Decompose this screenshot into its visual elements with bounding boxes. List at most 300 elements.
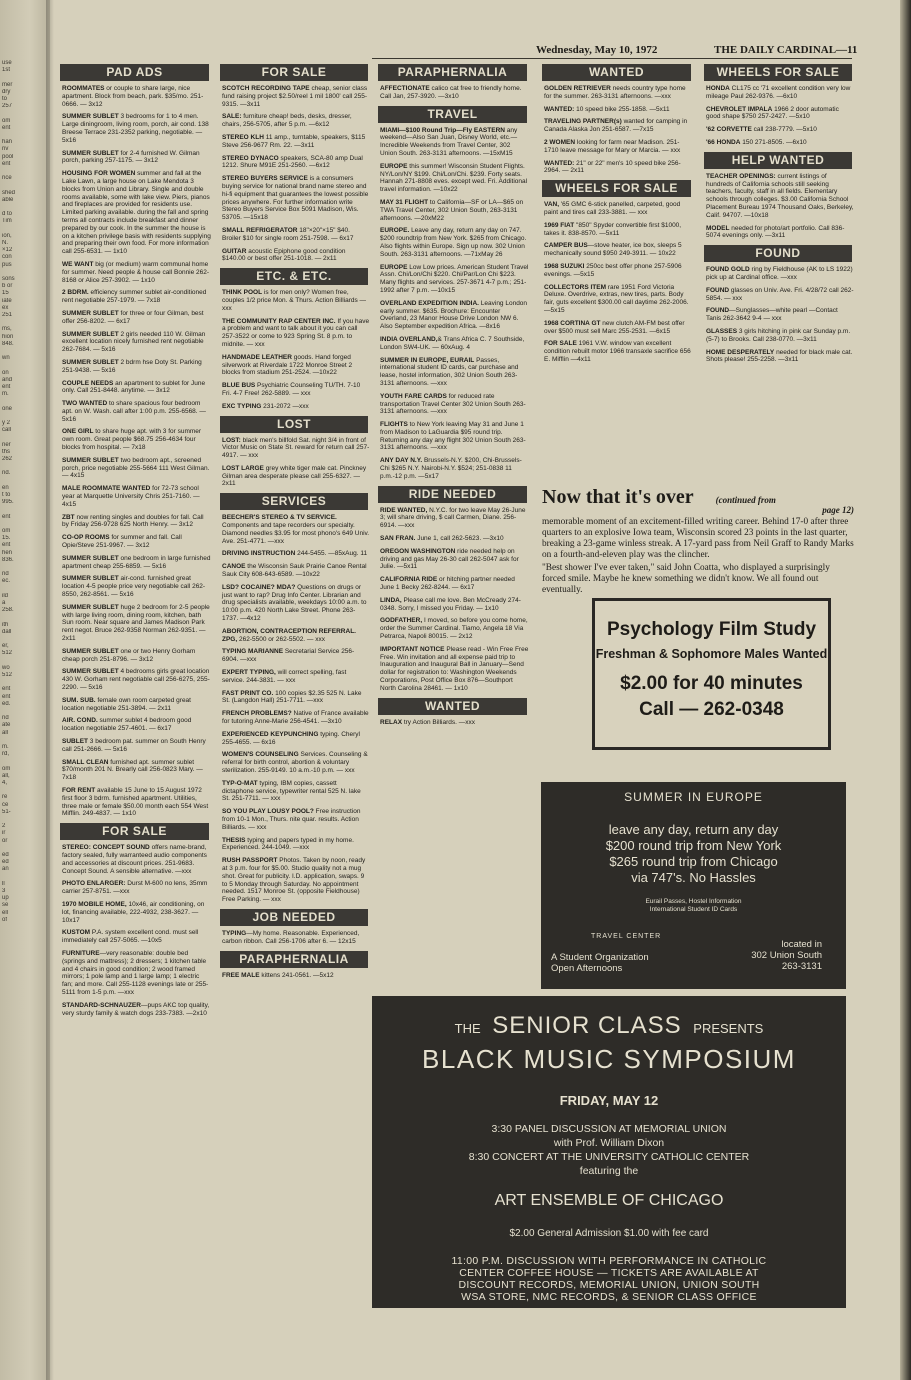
ad-body: Questions on drugs or just want to rap? Drug Info Center. Librarian and drug specialists available, weekdays 10:00 a.m. to 10:00 p.m. 420 North Lake Street. Phone 263-1737. —4x12 [222, 583, 367, 623]
story-continued-note: (continued from [715, 495, 776, 505]
ad-lead: FOR RENT [62, 786, 96, 794]
section-heading: PAD ADS [60, 64, 209, 81]
classified-ad [706, 139, 854, 147]
masthead-rule [372, 58, 852, 59]
gutter-text-fragment: re [2, 794, 8, 801]
ad-body: 100 copies $2.35 525 N. Lake St. (Langdon Hall) 251-7711. —xxx [222, 689, 362, 705]
ad-body: 10x46, air conditioning, on lot, financing available, 222-4932, 238-3627. — 10x17 [62, 900, 205, 924]
gutter-text-fragment: a [2, 600, 6, 606]
ad-lead: GOLDEN RETRIEVER [544, 85, 611, 92]
gutter-text-fragment: hen [2, 549, 13, 556]
gutter-text-fragment: ell [2, 909, 9, 916]
ad-body: typing, IBM copies, cassett dictaphone service, typewriter rental 525 N. lake St. 251-7711. — xxx [222, 779, 361, 803]
europe-ad-line: leave any day, return any day [608, 822, 779, 837]
ad-body: & Trans Africa C. 7 Southside, London SW4-UK. — 60xAug. 4 [380, 335, 525, 351]
section-heading: WHEELS FOR SALE [542, 180, 691, 197]
ad-lead: MALE ROOMMATE WANTED [62, 485, 151, 493]
ad-lead: HANDMADE LEATHER [222, 353, 292, 361]
gutter-text-fragment: ner [2, 441, 11, 448]
ad-body: 10 speed bike 255-1858. —5x11 [574, 105, 670, 113]
section-heading: ETC. & ETC. [220, 268, 368, 285]
symposium-ensemble: ART ENSEMBLE OF CHICAGO [494, 1192, 724, 1209]
ad-body: needed for photo/art portfolio. Call 836-5074 evenings only. —3x11 [706, 224, 845, 240]
psych-ad-phone: Call — 262-0348 [639, 699, 784, 720]
classified-ad [380, 227, 529, 258]
gutter-text-fragment: t to [2, 492, 11, 498]
ad-body: cheap, senior class fund raising project $2.50/reel 1 mil 1800' call 255-9315. —3x11 [222, 85, 368, 108]
europe-ad-title: SUMMER IN EUROPE [624, 790, 763, 804]
ad-body: offers name-brand, factory sealed, fully warranteed audio components and accessories at discount prices. 251-9683. Concept Sound. A sensible alternative. —xxx [62, 844, 207, 875]
ad-lead: WANTED: [544, 159, 575, 167]
classified-ad [380, 85, 529, 101]
ad-lead: FOUND [706, 307, 730, 315]
ad-body: efficiency summer sublet air-conditioned rent negotiable 257-1979. — 7x18 [62, 289, 207, 305]
ad-body: to New York leaving May 31 and June 1 from Madison to LaGuardia $95 round trip. Returning any day any flight 302 Union South 263-3131 afternoons. —xxx [380, 421, 526, 452]
ad-body: June 1, call 262-5623. —3x10 [415, 535, 504, 543]
gutter-text-fragment: of [2, 916, 8, 923]
ad-body: Please read - Win Free Free Free. Win invitation and all expense paid trip to Inauguration and Inaugural Ball in January—Send dollar for registration to: Washington Weekends Corporations, Post Office Box 876—Southport North Carolina 28461. — 1x10 [380, 645, 529, 692]
ad-lead: 2 BDRM. [62, 289, 89, 297]
classified-ad [544, 106, 693, 114]
ad-lead: SMALL REFRIGERATOR [222, 226, 298, 234]
ad-body: 262-5500 or 262-5502. — xxx [237, 635, 325, 643]
ad-body: "850" Spyder convertible first $1000, takes it. 838-8570. —5x11 [544, 221, 682, 237]
classified-ad [222, 837, 370, 853]
classified-ad [544, 340, 693, 363]
classified-ad [706, 85, 854, 101]
symposium-footer [372, 1255, 846, 1303]
ad-lead: SUMMER SUBLET [62, 113, 119, 121]
ad-lead: SUMMER IN EUROPE, EURAIL [380, 356, 475, 364]
ad-body: furniture cheap! beds, desks, dresser, chairs, 256-5705, after 5 p.m. —6x12 [222, 113, 352, 129]
ad-body: typing. Cheryl 255-4655. — 6x16 [222, 730, 360, 746]
ad-lead: RIDE WANTED, [380, 506, 428, 514]
page-right-edge [900, 0, 911, 1380]
ad-body: two bedroom apt., screened porch, price negotiable 255-5664 111 West Gilman. — 4x15 [62, 456, 210, 480]
ad-body: 21" or 22" men's 10 speed bike 256-2964. — 2x11 [544, 159, 681, 175]
ad-lead: STANDARD-SCHNAUZER [62, 1001, 141, 1009]
classified-ad [222, 113, 370, 129]
ad-body: Leave any day, return any day on 747. $200 roundtrip from New York. $265 from Chicago. Also flights within Europe. Sign up now. 302 Union South. 263-3131 afternoons. —71xMay 26 [380, 227, 527, 258]
ad-body: any weekend—Also San Juan, Disney World, etc.—Incredible Weekends from Travel Center, 302 Union South. 263-3131 afternoons. —15xM15 [380, 126, 518, 157]
gutter-text-fragment: m. [2, 744, 9, 750]
section-heading: JOB NEEDED [220, 909, 368, 926]
ad-body: —My home. Reasonable. Experienced, carbon ribbon. Call 256-1706 after 6. — 12x15 [222, 929, 360, 945]
ad-lead: ABORTION, CONTRACEPTION REFERRAL. ZPG, [222, 627, 356, 643]
symposium-senior-class: SENIOR CLASS [492, 1012, 682, 1039]
classified-ad [62, 150, 211, 166]
ad-lead: EXPERIENCED KEYPUNCHING [222, 730, 319, 738]
ad-lead: INDIA OVERLAND, [380, 335, 438, 343]
schedule-line: 8:30 CONCERT AT THE UNIVERSITY CATHOLIC CENTER [468, 1151, 750, 1163]
classified-ad [62, 380, 211, 396]
ad-lead: GLASSES [706, 327, 738, 335]
classified-ad [62, 85, 211, 108]
gutter-text-fragment: con [2, 254, 12, 261]
ad-lead: SMALL CLEAN [62, 758, 109, 766]
classified-ad [380, 507, 529, 530]
ad-body: is a consumers buying service for national brand name stereo and hi-fi equipment that guarantees the lowest possible prices anywhere. For further information write Stereo Buyers Service Box 5091 Madison, Wis. 53705. —15x18 [222, 175, 369, 222]
ad-body: black men's billfold Sat. night 3/4 in front of Victor Music on State St. reward for return call 257-4917. — xxx [222, 436, 370, 460]
ad-body: for three or four Gilman, best offer 256-8202. — 6x17 [62, 309, 204, 325]
classified-ad [380, 535, 529, 543]
gutter-text-fragment: ent [2, 160, 11, 167]
ad-lead: LOST LARGE [222, 464, 264, 472]
ad-body: summer and fall at the Lake Lawn, a large house on Lake Mendota 3 blocks from Union and Library. Single and double rooms available, some with lake view. Piers, pianos and fireplaces are provided for residents use. Limited parking available. during the fall and spring terms all contracts include breakfast and dinner prepared by our cook. In the summer the house is on a kitchen privilege basis with residents supplying and preparing their own food. For more information call 255-6531. — 1x10 [62, 170, 211, 256]
ad-lead: GUITAR [222, 247, 247, 255]
gutter-text-fragment: ir [2, 830, 6, 837]
ad-body: ride needed help on driving and gas May 26-30 call 262-5047 ask for Julie. —5x11 [380, 547, 519, 571]
ad-body: Leaving London early summer. $635. Brochure: Encounter Overland, 23 Manor House Drive London NW 6. Also September expedition Africa. —8x16 [380, 299, 528, 331]
ad-body: typing and papers typed in my home. Experienced. 244-1049. —xxx [222, 836, 354, 852]
ad-lead: AFFECTIONATE [380, 85, 430, 92]
classified-ad [380, 264, 529, 295]
ad-lead: ROOMMATES [62, 85, 105, 92]
classified-ad [544, 139, 693, 155]
classified-ad [222, 648, 370, 664]
gutter-text-fragment: 848. [2, 340, 14, 347]
ad-lead: FLIGHTS [380, 421, 408, 429]
classified-column-1 [58, 62, 211, 1022]
classified-ad [222, 382, 370, 398]
ad-lead: ANY DAY N.Y. [380, 457, 423, 465]
classified-ad [544, 201, 693, 217]
ad-body: for summer and fall. Call Opie/Steve 251-9967. — 3x12 [62, 534, 182, 550]
ad-lead: PHOTO ENLARGER: [62, 880, 126, 888]
classified-ad [62, 738, 211, 754]
ad-lead: ONE GIRL [62, 428, 94, 436]
classified-ad [62, 575, 211, 598]
ad-lead: STEREO KLH [222, 133, 264, 141]
section-heading: WANTED [378, 698, 527, 715]
ad-lead: FURNITURE [62, 949, 100, 957]
psychology-film-study-ad [592, 598, 831, 750]
gutter-text-fragment: on [2, 369, 9, 376]
classified-ad [544, 320, 693, 336]
classified-ad [380, 421, 529, 452]
gutter-text-fragment: ths [2, 448, 11, 455]
gutter-text-fragment: om [2, 528, 11, 534]
gutter-text-fragment: ent [2, 384, 11, 390]
gutter-text-fragment: dry [2, 88, 11, 95]
ad-body: Components and tape recorders our specialty. Diamond needles $3.95 for most phono's 649 Univ. Ave. 251-4771. —xxx [222, 522, 370, 545]
section-heading: WHEELS FOR SALE [704, 64, 852, 81]
ad-lead: THESIS [222, 836, 246, 844]
classified-ad [62, 485, 211, 508]
classified-ad [62, 113, 211, 144]
section-heading: WANTED [542, 64, 691, 81]
classified-ad [222, 85, 370, 108]
ad-body: Services. Counseling & referral for birth control, abortion & voluntary sterilization. 255-9149. 10 a.m.-10 p.m. — xxx [222, 751, 368, 774]
ad-body: If you have a problem and want to talk about it you can call 257-3522 or come to 923 Spring St. 8 p.m. to midnite. — xxx [222, 317, 370, 348]
classified-ad [222, 628, 370, 644]
gutter-text-fragment: iate [2, 297, 12, 304]
ad-body: air-cond. furnished great location 4-5 people price very negotiable call 262-8550, 262-8561. — 5x16 [62, 575, 206, 599]
classified-ad [222, 751, 370, 774]
ad-body: I moved, so before you come home, order the Summer Cardinal. Tiamo, Angela 18 Via Petrarca, Napoli 80015. — 2x12 [380, 617, 528, 641]
ad-body: current listings of hundreds of California schools still seeking teachers, faculty, staff in all fields. Elementary schools through colleges. $3.00 California School Placement Bureau 1974 Thousand Oaks, Berkeley, Calif. 94707. —10x18 [706, 172, 854, 219]
classified-ad [544, 242, 693, 258]
classified-ad [62, 901, 211, 924]
ad-body: 3 girls hitching in pink car Sunday p.m. (5-7) to Brooks. Call 238-0770. —3x11 [706, 327, 851, 343]
classified-ad [544, 160, 693, 176]
classified-ad [380, 597, 529, 613]
ad-lead: TWO WANTED [62, 400, 108, 408]
classified-ad [380, 199, 529, 222]
classified-ad [62, 261, 211, 284]
gutter-text-fragment: 257 [2, 103, 13, 110]
left-page-gutter [0, 0, 50, 1380]
ad-body: 1961 V.W. window van excellent condition rebuilt motor 1966 transaxle sacrifice 656 E. Mifflin —4x11 [544, 340, 691, 363]
ad-body: calico cat free to friendly home. Call Jan, 257-3920. —3x10 [380, 85, 522, 100]
symposium-date: FRIDAY, MAY 12 [559, 1093, 659, 1108]
gutter-text-fragment: 3 [2, 888, 6, 894]
ad-lead: SAN FRAN. [380, 535, 416, 543]
gutter-text-fragment: ion, [2, 232, 12, 239]
ad-lead: SUMMER SUBLET [62, 149, 119, 157]
ad-lead: SUMMER SUBLET [62, 554, 119, 562]
story-headline: Now that it's over [542, 486, 694, 508]
gutter-text-fragment: riv [2, 146, 9, 153]
ad-lead: EUROPE [380, 162, 408, 170]
ad-lead: SUBLET [62, 737, 88, 745]
classified-ad [62, 787, 211, 818]
ad-lead: SUMMER SUBLET [62, 603, 119, 611]
classified-ad [62, 697, 211, 713]
europe-ad-line: $265 round trip from Chicago [609, 854, 778, 869]
gutter-text-fragment: om [2, 765, 11, 772]
ad-body: to California—SF or LA—$65 on TWA Travel Center, 302 Union South, 263-3131 afternoons. —20xM22 [380, 198, 524, 222]
gutter-text-fragment: wo [2, 664, 10, 671]
ad-lead: ZBT [62, 513, 75, 521]
ad-lead: HONDA [706, 85, 730, 92]
classified-ad [380, 163, 529, 194]
ad-body: '65 GMC 6-stick panelled, carpeted, good paint and tires call 233-3881. — xxx [544, 201, 681, 216]
classified-ad [62, 648, 211, 664]
gutter-text-fragment: m. [2, 391, 9, 398]
ad-body: 231-2072 —xxx [261, 402, 309, 410]
ad-body: Free instruction from 10-1 Mon., Thurs. nite quar. results. Action Billiards. — xxx [222, 808, 361, 831]
gutter-text-fragment: ent [2, 513, 11, 520]
section-heading: PARAPHERNALIA [220, 951, 368, 968]
ad-body: —pups AKC top quality, very sturdy family & watch dogs 233-7383. —2x10 [62, 1001, 210, 1017]
classified-ad [706, 225, 854, 241]
gutter-text-fragment: 2 [2, 823, 6, 830]
classified-ad [222, 731, 370, 747]
classified-ad [62, 759, 211, 782]
classified-ad [380, 617, 529, 640]
ad-body: big (or medium) warm communal home for summer. Need people & house call Bonnie 262-8168 or Alice 257-3902. — 1x10 [62, 260, 210, 284]
classified-ad [706, 349, 854, 365]
ad-lead: BLUE BUS [222, 382, 256, 390]
ad-lead: KUSTOM [62, 929, 91, 937]
europe-ad-small-line: Eurail Passes, Hostel Information [645, 898, 742, 905]
classified-ad [62, 929, 211, 945]
psych-ad-subtitle: Freshman & Sophomore Males Wanted [595, 647, 828, 661]
ad-body: Native of France available for tutoring Anne-Marie 256-4541. —3x10 [222, 710, 369, 726]
ad-lead: EXC TYPING [222, 402, 262, 410]
classified-ad [706, 307, 854, 323]
gutter-text-fragment: ec. [2, 578, 11, 585]
gutter-text-fragment: rd, [2, 751, 10, 758]
classified-ad [62, 844, 211, 875]
classified-ad [222, 437, 370, 460]
gutter-text-fragment: ms, [2, 326, 12, 333]
ad-lead: STEREO BUYERS SERVICE [222, 175, 308, 183]
ad-lead: COUPLE NEEDS [62, 379, 114, 387]
gutter-text-fragment: ith [2, 621, 9, 628]
ad-lead: OVERLAND EXPEDITION INDIA. [380, 299, 479, 307]
section-heading: FOUND [704, 245, 852, 262]
gutter-text-fragment: ed. [2, 700, 11, 707]
ad-body: new clutch AM-FM best offer over $500 must sell Marc 255-2531. —6x15 [544, 319, 685, 335]
classified-ad [380, 576, 529, 592]
ad-body: Please call me love. Ben McCready 274-0348. Sorry, I missed you Friday. — 1x10 [380, 596, 521, 612]
classified-ad [62, 668, 211, 691]
section-heading: LOST [220, 416, 368, 433]
classified-ad [62, 359, 211, 375]
gutter-text-fragment: an [2, 866, 9, 873]
ad-lead: SUM. SUB. [62, 696, 96, 704]
classified-ad [62, 310, 211, 326]
section-heading: SERVICES [220, 493, 368, 510]
classified-ad [706, 106, 854, 122]
section-heading: PARAPHERNALIA [378, 64, 527, 81]
classified-ad [544, 118, 693, 134]
classified-ad [222, 289, 370, 312]
ad-body: for 72-73 school year at Marquette University Chris 251-7160. — 4x15 [62, 485, 200, 508]
ad-body: furnished apt. summer sublet $70/month 201 N. Brearly call 256-0823 Mary. — 7x18 [62, 758, 203, 782]
gutter-text-fragment: nd. [2, 470, 11, 477]
classified-ad [62, 1002, 211, 1018]
classified-ad [62, 457, 211, 480]
ad-lead: CAMPER BUS [544, 242, 588, 250]
ad-body: glasses on Univ. Ave. Fri. 4/28/72 call 262-5854. — xxx [706, 286, 854, 302]
classified-ad [62, 950, 211, 997]
classified-ad [62, 331, 211, 354]
classified-ad [222, 808, 370, 831]
ad-lead: MAY 31 FLIGHT [380, 198, 429, 206]
ad-lead: TYPING [222, 929, 247, 937]
europe-ad-travel-center: TRAVEL CENTER [591, 933, 662, 940]
ad-lead: BEECHER'S STEREO & TV SERVICE. [222, 514, 337, 522]
ad-body: 250cc best offer phone 257-5906 evenings. —5x15 [544, 262, 682, 278]
ad-body: grey white tiger male cat. Pinckney Gilman area desperate please call 255-6327. — 2x11 [222, 464, 367, 488]
classified-ad [62, 534, 211, 550]
ad-body: rare 1951 Ford Victoria Deluxe. Overdrive, extras, new tires, parts. Body fair, guts excellent $300.00 call daytime 262-2006. —5x15 [544, 283, 689, 314]
symposium-presenter [372, 1012, 846, 1040]
classified-ad [222, 972, 370, 980]
gutter-text-fragment: ×12 [2, 247, 13, 254]
gutter-text-fragment: y 2 [2, 420, 11, 426]
gutter-text-fragment: dall [2, 628, 12, 635]
ad-body: 3 bedroom pat. summer on South Henry call 251-2666. — 5x16 [62, 737, 206, 753]
classified-ad [380, 457, 529, 480]
classified-ad [380, 393, 529, 416]
ad-body: —Sunglasses—white pearl —Contact Tanis 262-3642 9-4 — xxx [706, 307, 838, 323]
ad-body: speakers, SCA-80 amp Dual 1212. Shure M91E 251-2560. —6x12 [222, 154, 363, 170]
ad-body: ring by Fieldhouse (AK to LS 1922) pick up at Cardinal office. —xxx [706, 266, 853, 281]
gutter-text-fragment: all, [2, 772, 10, 779]
ad-lead: STEREO DYNACO [222, 154, 279, 162]
gutter-text-fragment: d to [2, 211, 13, 218]
ad-lead: '62 CORVETTE [706, 126, 752, 134]
ad-lead: CANOE [222, 563, 246, 571]
gutter-text-fragment: and [2, 376, 13, 383]
gutter-text-fragment: ent [2, 124, 11, 131]
ad-body: needs country type home for the summer. 263-3131 afternoons. —xxx [544, 85, 686, 100]
gutter-text-fragment: one [2, 405, 13, 412]
ad-lead: LINDA, [380, 596, 402, 604]
classified-ad [62, 880, 211, 896]
classified-ad [62, 604, 211, 643]
ad-lead: TYPING MARIANNE [222, 648, 284, 656]
classified-ad [62, 717, 211, 733]
classified-ad [222, 514, 370, 545]
ad-body: for 2-4 furnished W. Gilman porch, parking 257-1175. — 3x12 [62, 149, 200, 165]
gutter-text-fragment: to [2, 96, 8, 102]
section-heading: TRAVEL [378, 106, 527, 123]
student-org-line: A Student Organization [551, 952, 649, 963]
gutter-text-fragment: ild [2, 592, 9, 599]
ad-lead: 1969 FIAT [544, 221, 575, 229]
gutter-text-fragment: 258. [2, 607, 14, 614]
ad-body: summer sublet 4 bedroom good location negotiable 257-4601. — 6x17 [62, 717, 192, 733]
gutter-text-fragment: 4, [2, 780, 8, 786]
classified-ad [222, 857, 370, 904]
ad-body: Passes, international student ID cards, car purchase and lease, hostel information, 302 Union South 263-3131 afternoons. —xxx [380, 356, 519, 387]
classified-ad [62, 555, 211, 571]
ad-body: CL175 cc '71 excellent condition very low mileage Paul 262-9376. —6x10 [706, 85, 851, 100]
ad-body: Durst M-600 no lens, 35mm carrier 257-8751. —xxx [62, 880, 208, 896]
classified-ad [706, 266, 854, 282]
ad-body: or hitching partner needed June 1 Becky 262-8244. — 6x17 [380, 576, 515, 592]
ad-body: is for men only? Women free, couples 1/2 price Mon. & Thurs. Action Billiards —xxx [222, 289, 367, 312]
classified-ad [222, 227, 370, 243]
ad-lead: 1968 CORTINA GT [544, 319, 601, 327]
classified-ad [222, 354, 370, 377]
ad-lead: GODFATHER, [380, 617, 423, 625]
ad-lead: FOUND [706, 286, 730, 294]
ad-body: N.Y.C. for two leave May 26-June 3; will share driving, $ call Carmen, Diane. 256-6914. —xxx [380, 506, 526, 530]
ad-body: or couple to share large, nice apartment. Block from beach, park. $35/mo. 251-0666. — 3x12 [62, 85, 204, 108]
classified-ad [380, 646, 529, 693]
gutter-text-fragment: use [2, 60, 12, 66]
classified-ad [380, 357, 529, 388]
classified-ad [62, 289, 211, 305]
classified-ad [544, 222, 693, 238]
ad-body: 2 bdrm hse Doty St. Parking 251-9438. — 5x16 [62, 358, 202, 374]
ad-lead: RUSH PASSPORT [222, 857, 278, 865]
classified-ad [380, 336, 529, 352]
ad-body: 2 girls needed 110 W. Gilman excellent location nicely furnished rent negotiable 262-7684. — 5x16 [62, 330, 206, 354]
gutter-text-fragment: ex [2, 304, 9, 311]
ad-lead: IMPORTANT NOTICE [380, 645, 445, 653]
ad-lead: LOST: [222, 436, 241, 444]
europe-ad-line: via 747's. No Hassles [631, 870, 756, 885]
ad-lead: LSD? COCAINE? MDA? [222, 583, 296, 591]
gutter-text-fragment: all [2, 729, 9, 736]
symposium-schedule [372, 1122, 846, 1178]
ad-lead: COLLECTORS ITEM [544, 283, 606, 291]
gutter-text-fragment: en [2, 484, 9, 491]
ad-body: to share huge apt. with 3 for summer own room. Great people $68.75 256-4634 four blocks from hospital. — 7x18 [62, 428, 202, 452]
gutter-text-fragment: 1st [2, 67, 11, 74]
ad-lead: MIAMI—$100 Round Trip—Fly EASTERN [380, 126, 505, 134]
story-continued-page: page 12) [822, 505, 854, 515]
classified-ad [380, 300, 529, 331]
classified-ad [62, 170, 211, 256]
